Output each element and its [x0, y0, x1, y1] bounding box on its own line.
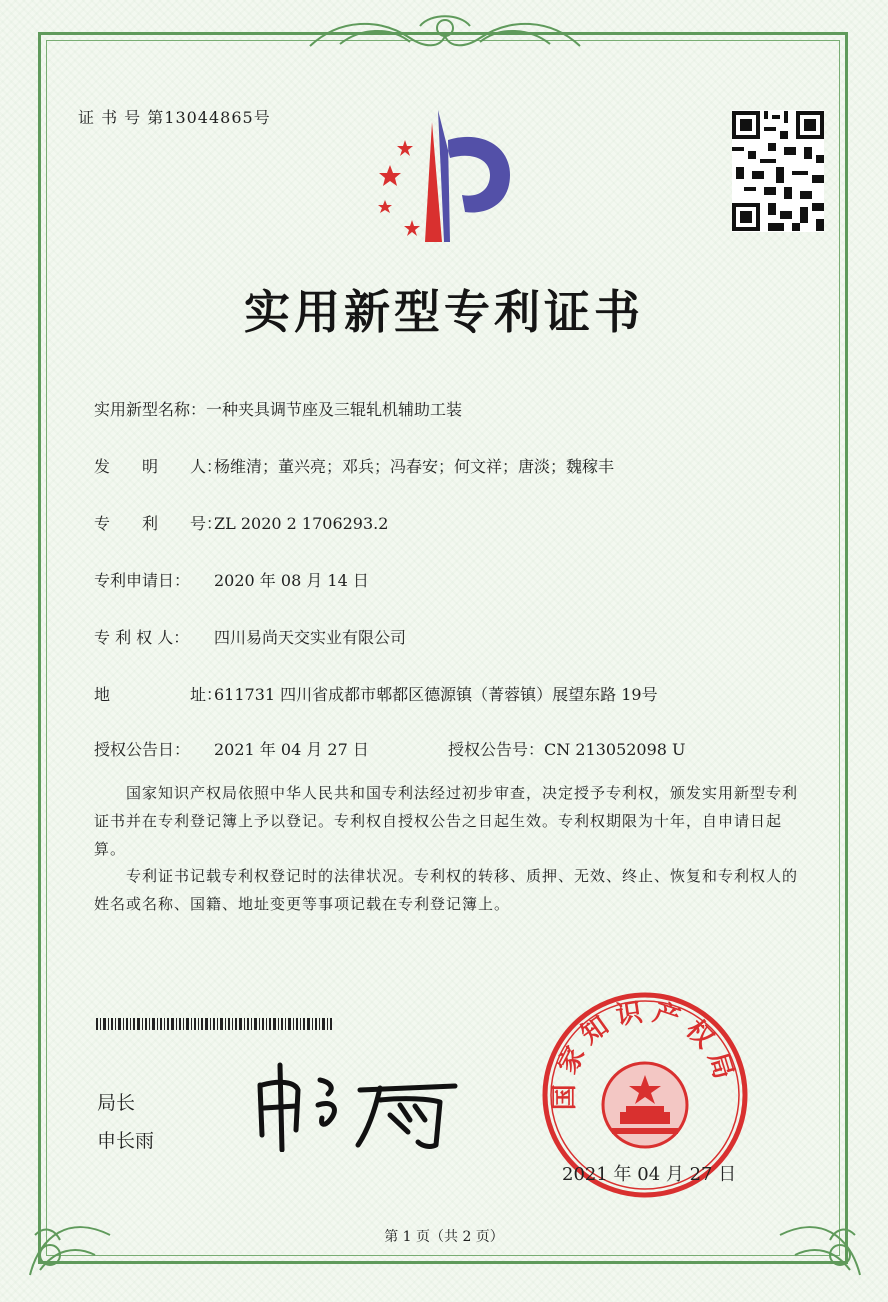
- barcode: [96, 1018, 332, 1030]
- utility-model-name-row: [94, 398, 462, 422]
- patent-number-label: 专 利 号：: [94, 514, 223, 533]
- qr-code: [732, 110, 824, 232]
- patent-number-row: [94, 512, 388, 536]
- grant-date-value: 2021 年 04 月 27 日: [214, 740, 369, 759]
- top-ornament: [300, 8, 590, 58]
- utility-model-name-value: 一种夹具调节座及三辊轧机辅助工装: [206, 400, 463, 419]
- patent-number-value: ZL 2020 2 1706293.2: [214, 514, 389, 533]
- address-label: 地 址：: [94, 685, 223, 704]
- address-label-row: [94, 683, 222, 707]
- patentee-label: 专 利 权 人：: [94, 628, 190, 647]
- legal-status-paragraph: 专利证书记载专利权登记时的法律状况。专利权的转移、质押、无效、终止、恢复和专利权人的姓名或名称、国籍、地址变更等事项记载在专利登记簿上。: [94, 867, 799, 913]
- page-indicator: 第 1 页（共 2 页）: [384, 1229, 504, 1245]
- filing-date-value: 2020 年 08 月 14 日: [214, 571, 369, 590]
- patentee-row: [94, 626, 406, 650]
- director-signature: [250, 1060, 465, 1152]
- grant-number-row: [448, 738, 686, 762]
- grant-date-label: 授权公告日：: [94, 740, 191, 759]
- inventor-value: 杨维清；董兴亮；邓兵；冯春安；何文祥；唐淡；魏稼丰: [214, 457, 615, 476]
- grant-statement-paragraph: 国家知识产权局依照中华人民共和国专利法经过初步审查，决定授予专利权，颁发实用新型专利证书并在专利登记簿上予以登记。专利权自授权公告之日起生效。专利权期限为十年，自申请日起算。: [94, 784, 799, 858]
- filing-date-label: 专利申请日：: [94, 571, 191, 590]
- cnipa-logo-icon: [370, 100, 530, 245]
- filing-date-row: [94, 569, 369, 593]
- certificate-number: 证 书 号 第13044865号: [78, 108, 271, 127]
- seal-text: 国家知识产权局: [549, 996, 741, 1111]
- grant-date-row: [94, 738, 369, 762]
- inventor-label: 发 明 人：: [94, 457, 223, 476]
- patentee-value: 四川易尚天交实业有限公司: [214, 628, 407, 647]
- inventor-row: [94, 455, 614, 479]
- seal-date: 2021 年 04 月 27 日: [562, 1164, 737, 1185]
- director-title: 局长: [97, 1092, 136, 1114]
- director-name: 申长雨: [97, 1130, 155, 1152]
- utility-model-name-label: 实用新型名称：: [94, 400, 207, 419]
- grant-number-value: CN 213052098 U: [544, 740, 686, 759]
- certificate-title: 实用新型专利证书: [244, 285, 644, 339]
- address-value: 611731 四川省成都市郫都区德源镇（菁蓉镇）展望东路 19号: [214, 685, 658, 704]
- national-emblem-icon: [603, 1063, 687, 1147]
- grant-number-label: 授权公告号：: [448, 740, 545, 759]
